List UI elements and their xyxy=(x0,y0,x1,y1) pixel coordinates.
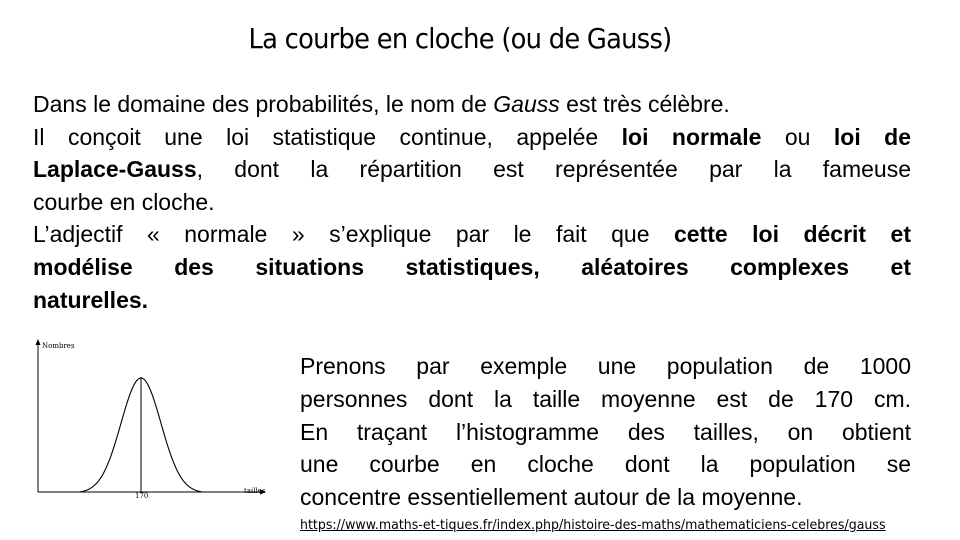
loi-de-term: loi de xyxy=(833,123,911,150)
intro-text: ou xyxy=(761,123,834,150)
intro-text: L’adjectif « normale » s’explique par le fait que xyxy=(33,221,674,248)
x-axis-label: tailles xyxy=(244,487,266,495)
example-line-4: une courbe en cloche dont la population se xyxy=(300,451,911,478)
intro-paragraph xyxy=(33,88,911,316)
intro-line-2 xyxy=(33,121,911,154)
key-statement: modélise des situations statistiques, aléatoires complexes et xyxy=(33,253,911,280)
intro-line-3 xyxy=(33,153,911,186)
key-statement: naturelles. xyxy=(33,286,149,313)
y-axis-arrow xyxy=(36,339,41,345)
example-line-2: personnes dont la taille moyenne est de 170 cm. xyxy=(300,385,911,412)
intro-line-5 xyxy=(33,218,911,251)
x-tick-label: 170 xyxy=(135,492,149,500)
example-line-5: concentre essentiellement autour de la moyenne. xyxy=(300,484,803,511)
intro-text: Dans le domaine des probabilités, le nom de xyxy=(33,91,494,117)
source-link[interactable]: https://www.maths-et-tiques.fr/index.php/histoire-des-maths/mathematiciens-celebres/gauss xyxy=(300,518,886,533)
laplace-gauss-term: Laplace-Gauss xyxy=(33,156,197,183)
intro-text: , dont la répartition est représentée par la fameuse xyxy=(196,156,911,183)
example-paragraph xyxy=(300,350,911,514)
loi-normale-term: loi normale xyxy=(621,123,762,150)
page-title: La courbe en cloche (ou de Gauss) xyxy=(248,22,672,55)
bell-curve-chart xyxy=(30,335,270,505)
intro-text: Il conçoit une loi statistique continue, appelée xyxy=(33,123,622,150)
intro-line-6 xyxy=(33,251,911,284)
intro-text: est très célèbre. xyxy=(559,91,730,117)
gauss-name: Gauss xyxy=(493,91,560,117)
example-line-1: Prenons par exemple une population de 1000 xyxy=(300,353,911,379)
example-line-3: En traçant l’histogramme des tailles, on obtient xyxy=(300,418,911,445)
intro-line-7 xyxy=(33,284,911,317)
intro-line-1 xyxy=(33,88,911,121)
key-statement: cette loi décrit et xyxy=(673,221,912,248)
intro-line-4: courbe en cloche. xyxy=(33,188,215,215)
y-axis-label: Nombres xyxy=(42,342,75,350)
